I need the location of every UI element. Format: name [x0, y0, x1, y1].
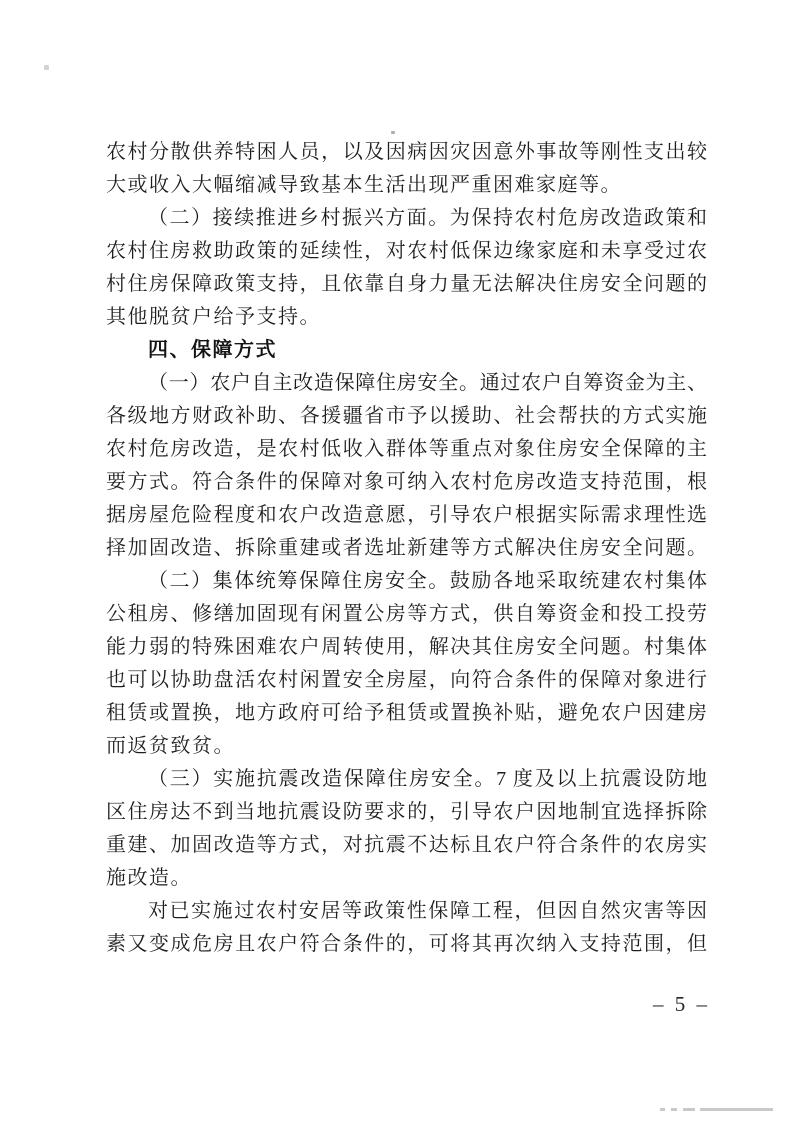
body-text: 各级地方财政补助、各援疆省市予以援助、社会帮扶的方式实施 [106, 405, 707, 427]
text-line [106, 202, 707, 235]
text-line [106, 862, 707, 895]
body-text: 素又变成危房且农户符合条件的，可将其再次纳入支持范围，但 [106, 933, 707, 955]
text-line [106, 400, 707, 433]
body-text: 其他脱贫户给予支持。 [106, 306, 321, 328]
text-line [106, 235, 707, 268]
text-line [106, 367, 707, 400]
body-text: 区住房达不到当地抗震设防要求的，引导农户因地制宜选择拆除 [106, 801, 707, 823]
body-text: 农村危房改造，是农村低收入群体等重点对象住房安全保障的主 [106, 438, 707, 460]
text-line [106, 268, 707, 301]
text-line [106, 499, 707, 532]
body-text: 农村分散供养特困人员，以及因病因灾因意外事故等刚性支出较 [106, 141, 707, 163]
text-line [106, 301, 707, 334]
body-text: 为保持农村危房改造政策和 [449, 207, 707, 229]
section-heading-text: 四、保障方式 [148, 339, 277, 361]
body-text: 租赁或置换，地方政府可给予租赁或置换补贴，避免农户因建房 [106, 702, 707, 724]
body-text: 也可以协助盘活农村闲置安全房屋，向符合条件的保障对象进行 [106, 669, 707, 691]
text-line [106, 532, 707, 565]
body-text: 对已实施过农村安居等政策性保障工程，但因自然灾害等因 [148, 900, 707, 922]
body-text: 而返贫致贫。 [106, 735, 235, 757]
section-heading [106, 334, 707, 367]
document-body [106, 136, 707, 961]
page-number: – 5 – [653, 992, 710, 1016]
scan-speck [44, 65, 49, 70]
text-line [106, 697, 707, 730]
scan-speck [391, 131, 395, 134]
body-text: 重建、加固改造等方式，对抗震不达标且农户符合条件的农房实 [106, 834, 707, 856]
text-line [106, 895, 707, 928]
subsection-title: （二）接续推进乡村振兴方面。 [148, 207, 450, 229]
subsection-title: （一）农户自主改造保障住房安全。 [148, 372, 480, 394]
text-line [106, 466, 707, 499]
body-text: 农村住房救助政策的延续性，对农村低保边缘家庭和未享受过农 [106, 240, 707, 262]
text-line [106, 631, 707, 664]
text-line [106, 763, 707, 796]
text-line [106, 136, 707, 169]
body-text: 要方式。符合条件的保障对象可纳入农村危房改造支持范围，根 [106, 471, 707, 493]
body-text: 施改造。 [106, 867, 192, 889]
body-text: 择加固改造、拆除重建或者选址新建等方式解决住房安全问题。 [106, 537, 707, 559]
text-line [106, 565, 707, 598]
scan-artifact-line [671, 1108, 677, 1111]
text-line [106, 928, 707, 961]
body-text: 大或收入大幅缩减导致基本生活出现严重困难家庭等。 [106, 174, 622, 196]
body-text: 据房屋危险程度和农户改造意愿，引导农户根据实际需求理性选 [106, 504, 707, 526]
text-line [106, 829, 707, 862]
body-text: 通过农户自筹资金为主、 [479, 372, 707, 394]
scan-artifact-line [660, 1108, 665, 1111]
subsection-title: （三）实施抗震改造保障住房安全。 [148, 768, 497, 790]
body-text: 鼓励各地采取统建农村集体 [449, 570, 707, 592]
text-line [106, 433, 707, 466]
text-line [106, 598, 707, 631]
text-line [106, 796, 707, 829]
body-text: 7 度及以上抗震设防地 [496, 768, 707, 790]
text-line [106, 664, 707, 697]
scan-artifact-line [700, 1108, 773, 1111]
body-text: 村住房保障政策支持，且依靠自身力量无法解决住房安全问题的 [106, 273, 707, 295]
text-line [106, 730, 707, 763]
subsection-title: （二）集体统筹保障住房安全。 [148, 570, 450, 592]
body-text: 公租房、修缮加固现有闲置公房等方式，供自筹资金和投工投劳 [106, 603, 707, 625]
body-text: 能力弱的特殊困难农户周转使用，解决其住房安全问题。村集体 [106, 636, 707, 658]
text-line [106, 169, 707, 202]
scan-artifact-line [683, 1108, 695, 1111]
